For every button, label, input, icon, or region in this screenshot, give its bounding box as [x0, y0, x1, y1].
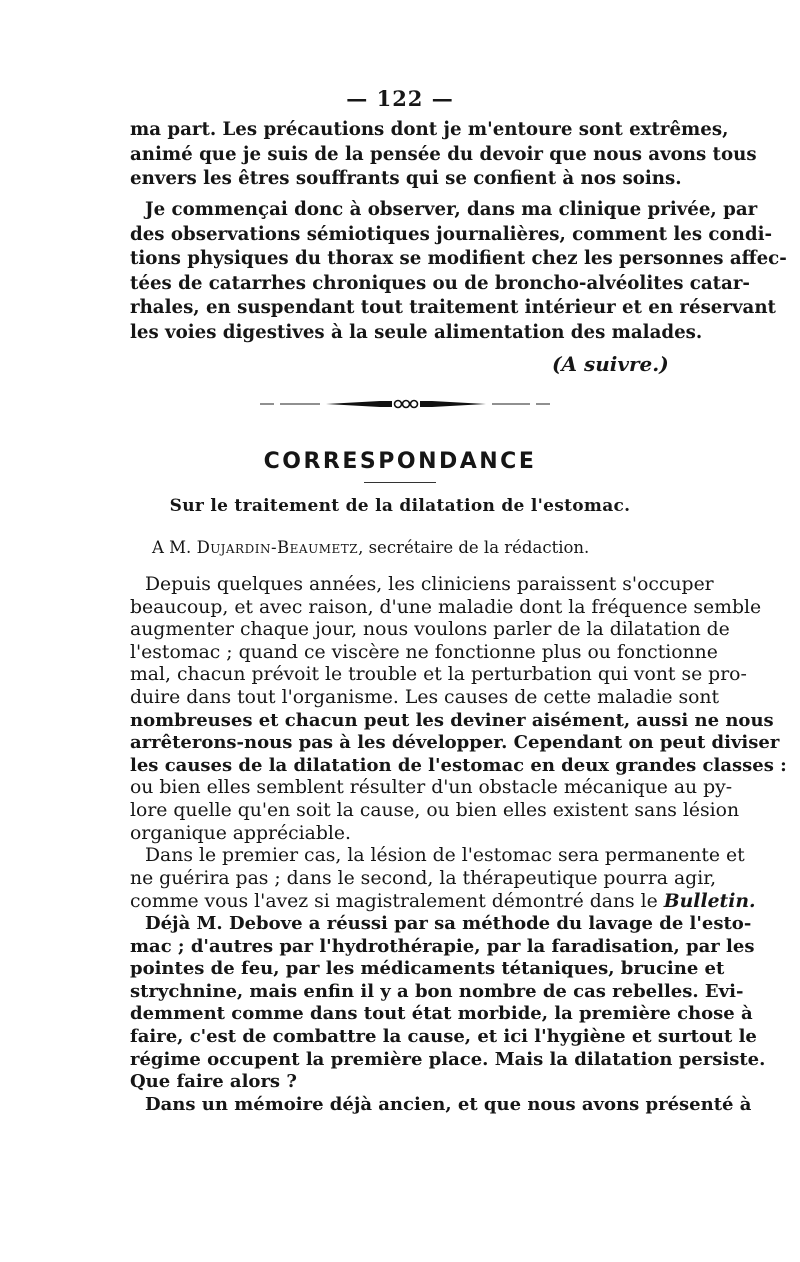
- text-line: pointes de feu, par les médicaments tétaniques, brucine et: [130, 958, 725, 980]
- text-line: duire dans tout l'organisme. Les causes de cette maladie sont: [130, 686, 720, 708]
- bulletin-prefix: comme vous l'avez si magistralement démontré dans le: [130, 891, 658, 913]
- text-line: demment comme dans tout état morbide, la première chose à: [130, 1003, 753, 1025]
- intro-paragraph-2: [130, 198, 787, 346]
- section-subtitle: Sur le traitement de la dilatation de l'estomac.: [169, 496, 631, 516]
- text-line: l'estomac ; quand ce viscère ne fonctionne plus ou fonctionne: [130, 641, 718, 663]
- section-title: CORRESPONDANCE: [263, 449, 537, 474]
- text-line: des observations sémiotiques journalières, comment les condi-: [130, 223, 773, 245]
- text-line: beaucoup, et avec raison, d'une maladie dont la fréquence semble: [130, 596, 762, 618]
- text-line: les voies digestives à la seule alimentation des malades.: [130, 321, 703, 343]
- text-line: lore quelle qu'en soit la cause, ou bien elles existent sans lésion: [130, 799, 740, 821]
- letter-address: [152, 538, 589, 557]
- text-line: faire, c'est de combattre la cause, et ici l'hygiène et surtout le: [130, 1025, 757, 1047]
- text-line: ma part. Les précautions dont je m'entoure sont extrêmes,: [130, 119, 729, 140]
- intro-paragraph-1: [130, 118, 757, 192]
- letter-paragraph-2: [130, 845, 756, 913]
- text-line: animé que je suis de la pensée du devoir que nous avons tous: [130, 143, 757, 165]
- text-line: mac ; d'autres par l'hydrothérapie, par la faradisation, par les: [130, 935, 755, 957]
- text-line: strychnine, mais enfin il y a bon nombre de cas rebelles. Evi-: [130, 980, 744, 1002]
- title-rule: [364, 482, 436, 483]
- continuation-note: (A suivre.): [552, 352, 669, 376]
- text-line: ou bien elles semblent résulter d'un obstacle mécanique au py-: [130, 777, 733, 799]
- text-line: rhales, en suspendant tout traitement intérieur et en réservant: [130, 297, 776, 319]
- text-line: augmenter chaque jour, nous voulons parler de la dilatation de: [130, 619, 730, 641]
- text-line: les causes de la dilatation de l'estomac en deux grandes classes :: [130, 754, 787, 776]
- letter-paragraph-1: [130, 574, 787, 845]
- text-line: Que faire alors ?: [130, 1071, 297, 1093]
- text-line: nombreuses et chacun peut les deviner aisément, aussi ne nous: [130, 709, 774, 731]
- text-line: tées de catarrhes chroniques ou de broncho-alvéolites catar-: [130, 272, 750, 294]
- text-line: envers les êtres souffrants qui se confient à nos soins.: [130, 168, 682, 190]
- text-line: Dans un mémoire déjà ancien, et que nous avons présenté à: [145, 1094, 752, 1115]
- text-line: Je commençai donc à observer, dans ma clinique privée, par: [145, 199, 758, 220]
- address-name: Dujardin-Beaumetz: [196, 538, 359, 557]
- text-line: [130, 890, 756, 913]
- text-line: Déjà M. Debove a réussi par sa méthode du lavage de l'esto-: [145, 913, 752, 934]
- text-line: arrêterons-nous pas à les développer. Cependant on peut diviser: [130, 732, 780, 754]
- page-number: — 122 —: [346, 86, 454, 111]
- text-line: régime occupent la première place. Mais la dilatation persiste.: [130, 1048, 766, 1070]
- address-suffix: , secrétaire de la rédaction.: [358, 538, 590, 557]
- text-line: Dans le premier cas, la lésion de l'estomac sera permanente et: [145, 845, 745, 866]
- text-line: Depuis quelques années, les cliniciens paraissent s'occuper: [145, 574, 714, 595]
- letter-paragraph-4: [130, 1094, 752, 1117]
- ornament-divider: [260, 396, 550, 412]
- text-line: ne guérira pas ; dans le second, la thérapeutique pourra agir,: [130, 867, 717, 889]
- text-line: tions physiques du thorax se modifient chez les personnes affec-: [130, 248, 787, 270]
- address-prefix: A M.: [152, 538, 192, 557]
- text-line: organique appréciable.: [130, 822, 351, 844]
- text-line: mal, chacun prévoit le trouble et la perturbation qui vont se pro-: [130, 664, 747, 686]
- letter-paragraph-3: [130, 913, 766, 1094]
- bulletin-word: Bulletin.: [663, 890, 756, 913]
